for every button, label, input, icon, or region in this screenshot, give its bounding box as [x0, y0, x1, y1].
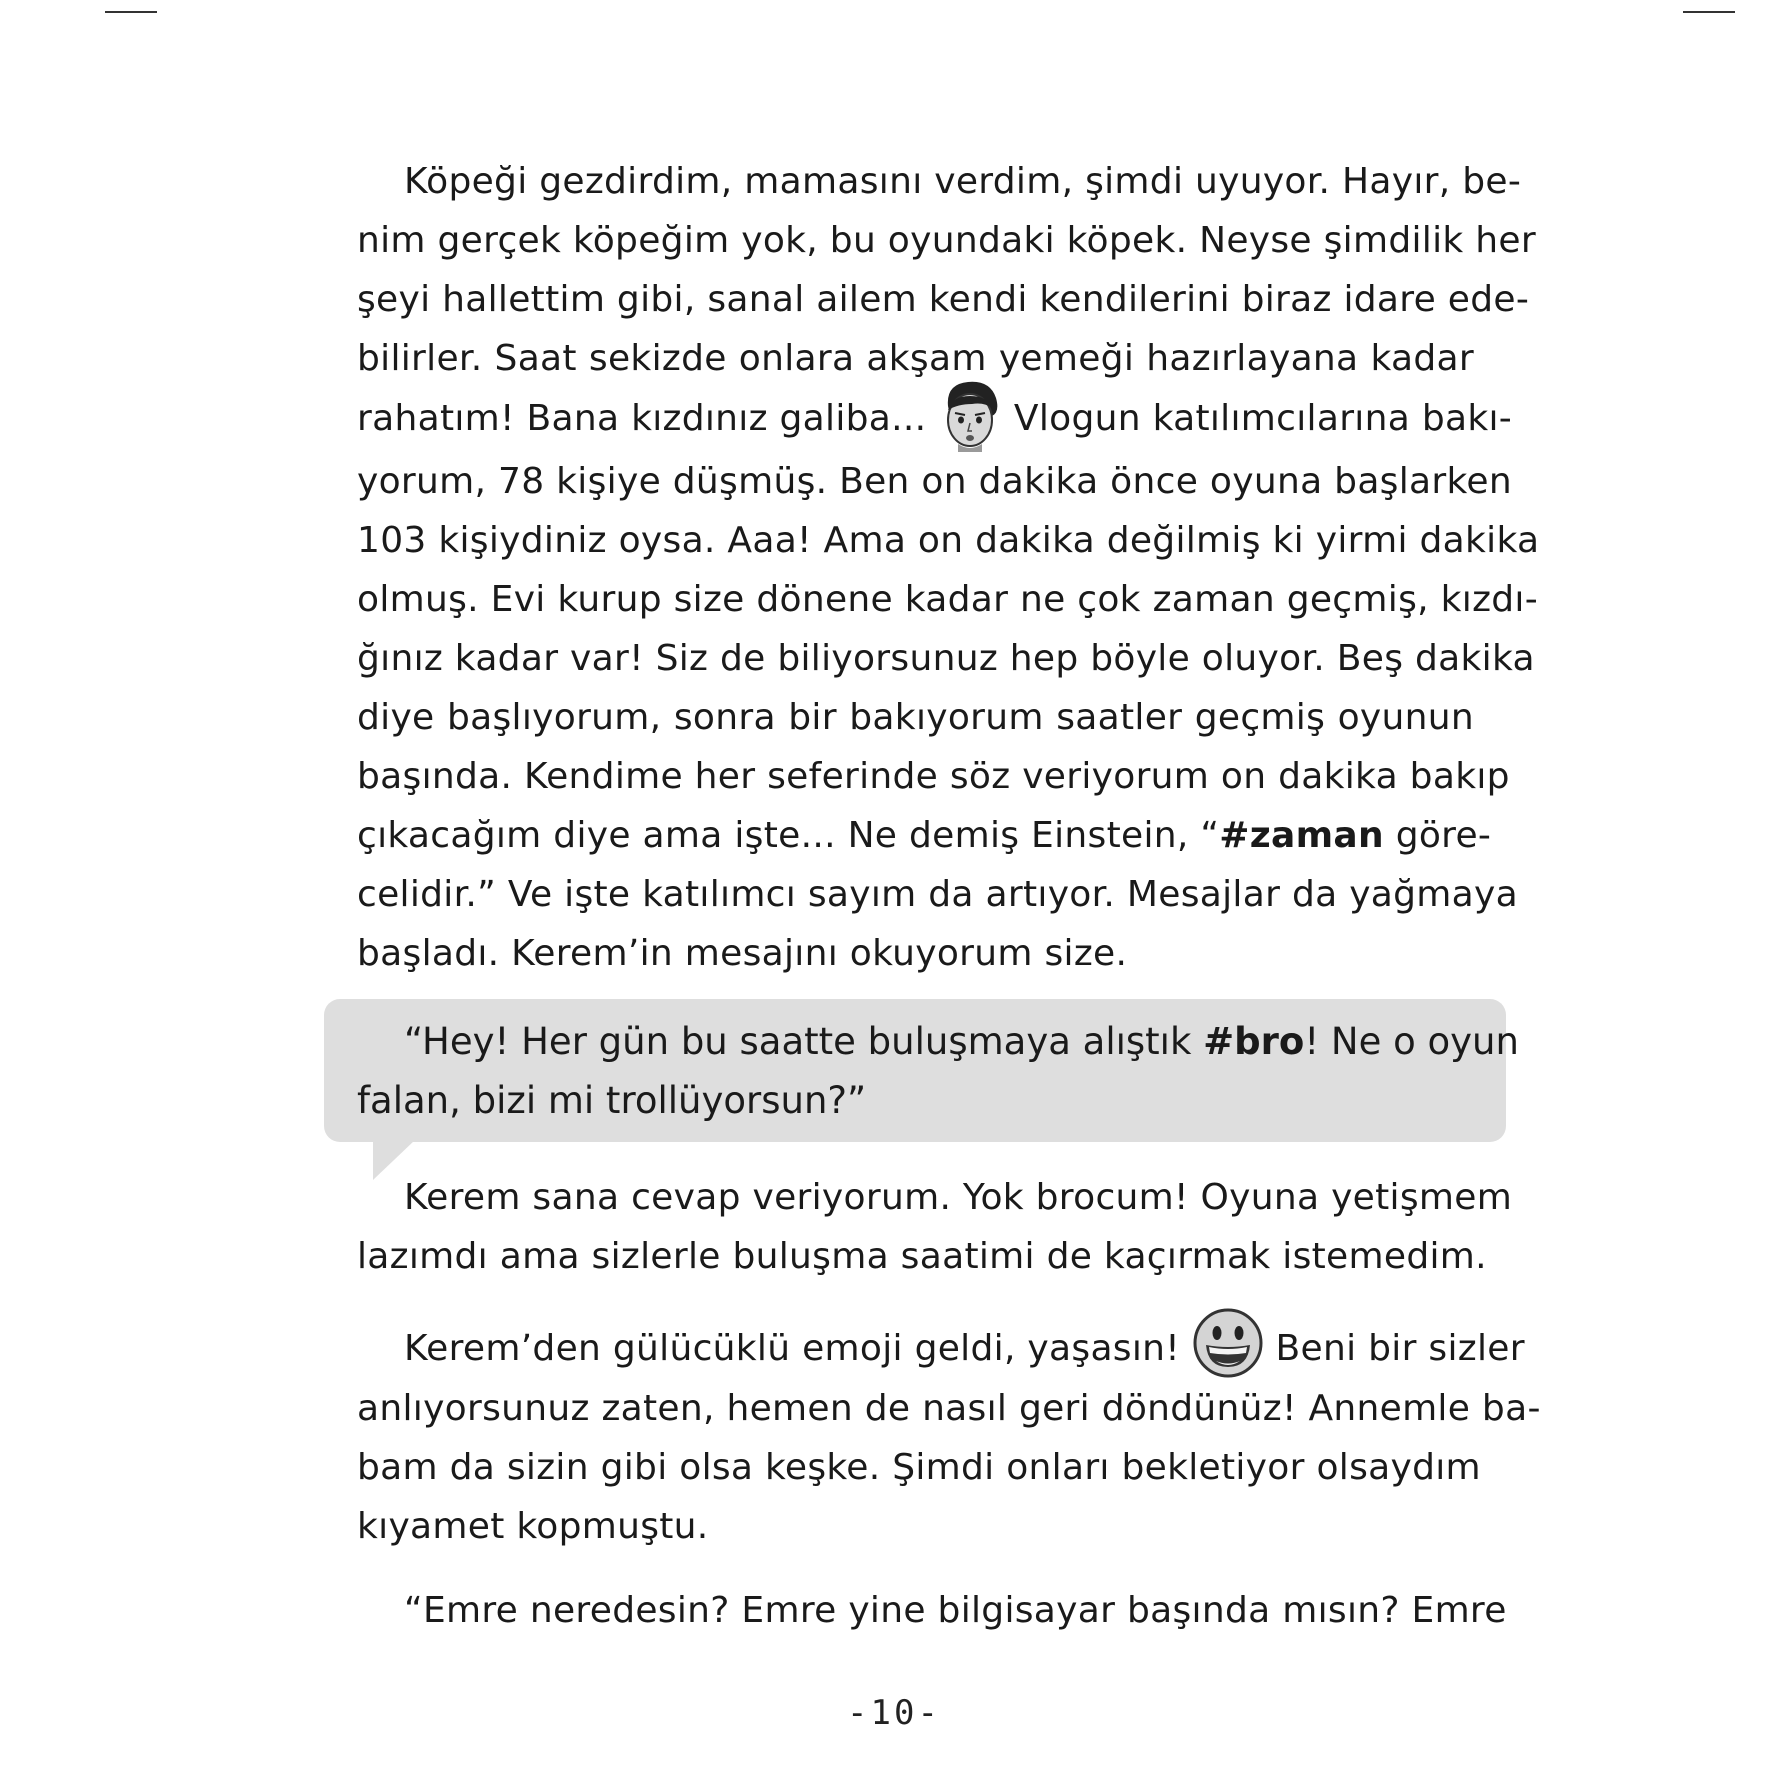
text-fragment: Beni bir sizler	[1275, 1328, 1525, 1369]
grinning-emoji-icon	[1192, 1307, 1264, 1379]
text-fragment: ! Ne o oyun	[1304, 1020, 1519, 1063]
text-fragment: Kerem’den gülücüklü emoji geldi, yaşasın!	[404, 1328, 1181, 1369]
text-line: anlıyorsunuz zaten, hemen de nasıl geri döndünüz! Annemle ba-	[357, 1388, 1541, 1429]
crop-mark-left	[105, 11, 157, 13]
text-line: şeyi hallettim gibi, sanal ailem kendi kendilerini biraz idare ede-	[357, 279, 1530, 320]
text-line: ğınız kadar var! Siz de biliyorsunuz hep böyle oluyor. Beş dakika	[357, 638, 1535, 679]
paragraph-3	[357, 1319, 1541, 1556]
text-line: “Emre neredesin? Emre yine bilgisayar başında mısın? Emre	[404, 1590, 1507, 1631]
text-line-with-icon	[357, 388, 1513, 452]
text-line: lazımdı ama sizlerle buluşma saatimi de kaçırmak istemedim.	[357, 1236, 1487, 1277]
text-fragment: rahatım! Bana kızdınız galiba...	[357, 398, 927, 439]
speech-bubble-text	[357, 1012, 1519, 1130]
paragraph-4	[357, 1581, 1507, 1640]
hashtag-zaman: #zaman	[1219, 815, 1384, 856]
text-line: Köpeği gezdirdim, mamasını verdim, şimdi uyuyor. Hayır, be-	[404, 161, 1522, 202]
page-number: -10-	[847, 1693, 941, 1733]
paragraph-2	[357, 1168, 1513, 1286]
hashtag-bro: #bro	[1203, 1020, 1305, 1063]
text-line: Kerem sana cevap veriyorum. Yok brocum! Oyuna yetişmem	[404, 1177, 1513, 1218]
text-line: başladı. Kerem’in mesajını okuyorum size.	[357, 933, 1128, 974]
text-line: diye başlıyorum, sonra bir bakıyorum saatler geçmiş oyunun	[357, 697, 1474, 738]
text-line: bam da sizin gibi olsa keşke. Şimdi onları bekletiyor olsaydım	[357, 1447, 1481, 1488]
text-line: 103 kişiydiniz oysa. Aaa! Ama on dakika değilmiş ki yirmi dakika	[357, 520, 1540, 561]
text-line: kıyamet kopmuştu.	[357, 1506, 709, 1547]
text-line: olmuş. Evi kurup size dönene kadar ne çok zaman geçmiş, kızdı-	[357, 579, 1539, 620]
text-line: başında. Kendime her seferinde söz veriyorum on dakika bakıp	[357, 756, 1510, 797]
text-fragment: göre-	[1383, 815, 1492, 856]
crop-mark-right	[1683, 11, 1735, 13]
text-fragment: çıkacağım diye ama işte... Ne demiş Einstein, “	[357, 815, 1220, 856]
text-line: nim gerçek köpeğim yok, bu oyundaki köpek. Neyse şimdilik her	[357, 220, 1536, 261]
text-line-with-hashtag	[357, 806, 1492, 865]
paragraph-1	[357, 152, 1540, 983]
bubble-line: falan, bizi mi trollüyorsun?”	[357, 1079, 867, 1122]
text-line-with-icon	[357, 1319, 1525, 1379]
text-fragment: “Hey! Her gün bu saatte buluşmaya alıştık	[404, 1020, 1204, 1063]
worried-boy-face-icon	[938, 376, 1002, 452]
bubble-line-with-hashtag	[357, 1012, 1519, 1071]
text-fragment: Vlogun katılımcılarına bakı-	[1013, 398, 1513, 439]
text-line: bilirler. Saat sekizde onlara akşam yemeği hazırlayana kadar	[357, 338, 1474, 379]
text-line: yorum, 78 kişiye düşmüş. Ben on dakika önce oyuna başlarken	[357, 461, 1512, 502]
text-line: celidir.” Ve işte katılımcı sayım da artıyor. Mesajlar da yağmaya	[357, 874, 1519, 915]
